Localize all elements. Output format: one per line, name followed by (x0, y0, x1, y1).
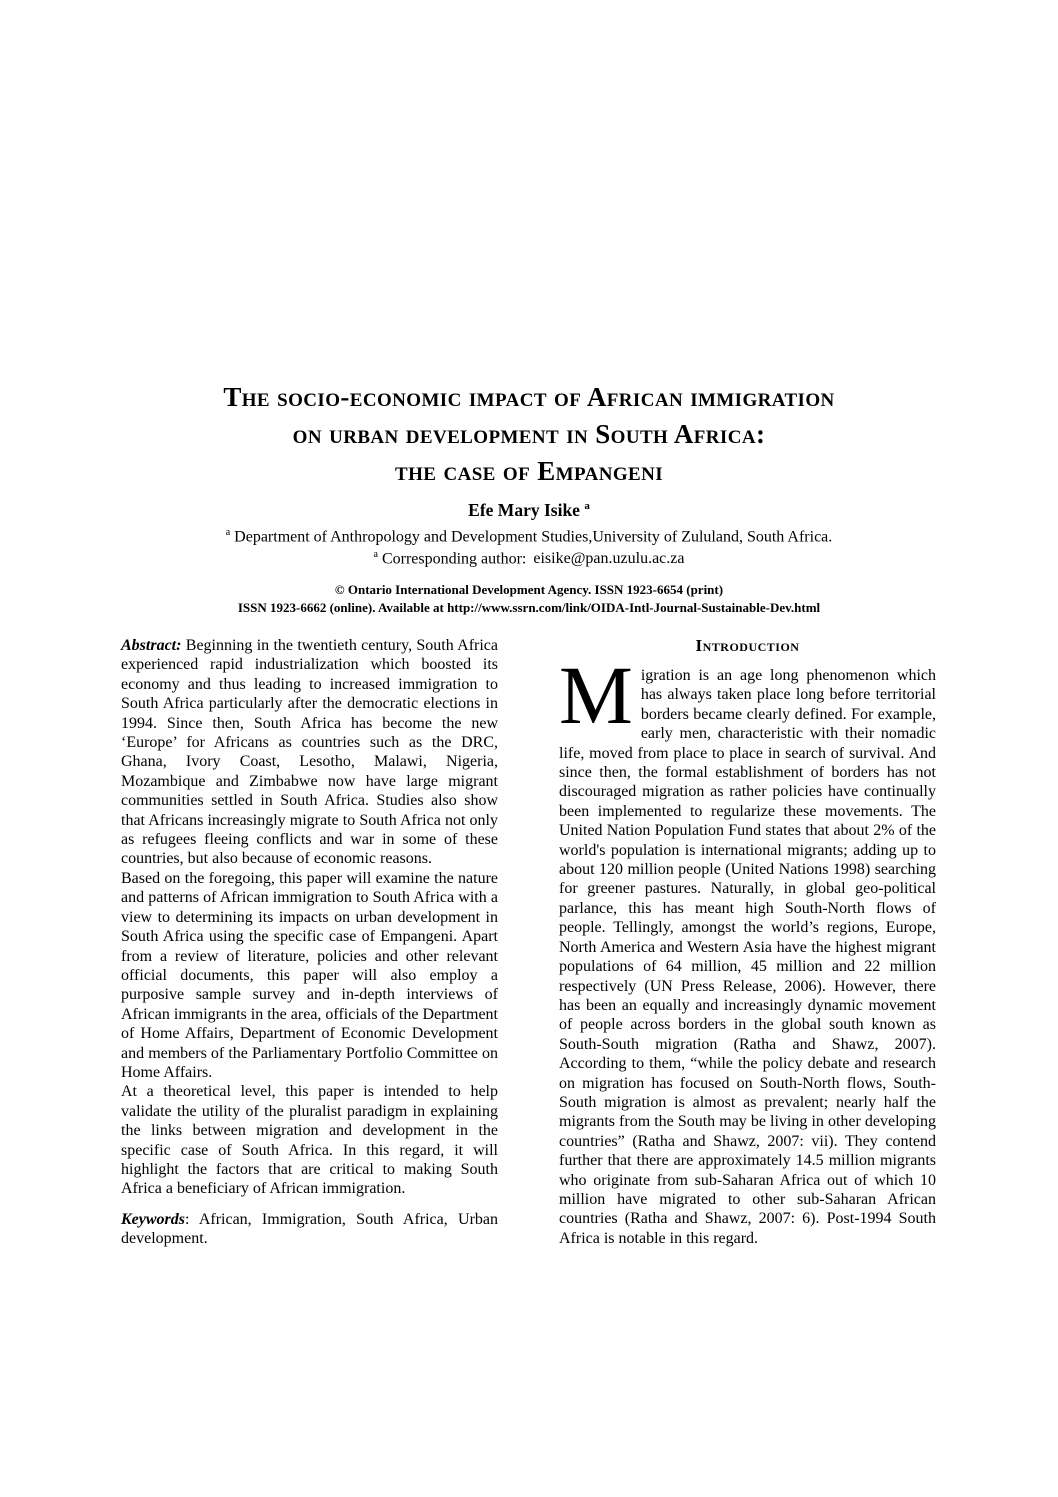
corresponding-author-line (0, 549, 1058, 568)
keywords-line (121, 1210, 498, 1249)
publisher-block (0, 581, 1058, 616)
abstract-paragraph-1-text: Beginning in the twentieth century, South Africa experienced rapid industrialization which boosted its economy and thus leading to increased immigration to South Africa particularly after the democratic elections in 1994. Since then, South Africa has become the new ‘Europe’ for Africans as countries such as the DRC, Ghana, Ivory Coast, Lesotho, Malawi, Nigeria, Mozambique and Zimbabwe now have large migrant communities settled in South Africa. Studies also show that Africans increasingly migrate to South Africa not only as refugees fleeing conflicts and war in some of these countries, but also because of economic reasons. (121, 637, 499, 868)
introduction-body-text: igration is an age long phenomenon which has always taken place long before territorial borders became clearly defined. For example, early men, characteristic with their nomadic life, moved from place to place in search of survival. And since then, the formal establishment of borders has not discouraged migration as rather policies have continually been implemented to regularize these movements. The United Nation Population Fund states that about 2% of the world's population is international migrants; adding up to about 120 million people (United Nations 1998) searching for greener pastures. Naturally, in global geo-political parlance, this has meant high South-North flows of people. Tellingly, amongst the world’s regions, Europe, North America and Western Asia have the highest migrant populations of 64 million, 45 million and 22 million respectively (UN Press Release, 2006). However, there has been an equally and increasingly dynamic movement of people across borders in the global south known as South-South migration (Ratha and Shawz, 2007). According to them, “while the policy debate and research on migration has focused on South-North flows, South-South migration is almost as prevalent; nearly half the migrants from the South may be living in other developing countries” (Ratha and Shawz, 2007: vii). They contend further that there are approximately 14.5 million migrants who originate from sub-Saharan Africa out of which 10 million have migrated to other sub-Saharan African countries (Ratha and Shawz, 2007: 6). Post-1994 South Africa is notable in this regard. (559, 667, 936, 1247)
keywords-label: Keywords (121, 1210, 185, 1228)
corresponding-label: Corresponding author: (377, 550, 527, 568)
publisher-line-1: © Ontario International Development Agency. ISSN 1923-6654 (print) (334, 582, 724, 597)
introduction-column (559, 636, 936, 1249)
abstract-paragraph-2: Based on the foregoing, this paper will examine the nature and patterns of African immigration to South Africa with a view to determining its impacts on urban development in South Africa using the specific case of Empangeni. Apart from a review of literature, policies and other relevant official documents, this paper will also employ a purposive sample survey and in-depth interviews of African immigrants in the area, officials of the Department of Home Affairs, Department of Economic Development and members of the Parliamentary Portfolio Committee on Home Affairs. (121, 869, 498, 1081)
keywords-text: : African, Immigration, South Africa, Urban development. (121, 1210, 498, 1248)
body-columns (121, 636, 936, 1249)
affiliation-line (0, 527, 1058, 546)
author-name: Efe Mary Isike (468, 500, 580, 520)
corresponding-mark: a (373, 549, 378, 560)
title-line-2: on urban development in South Africa: (292, 419, 766, 449)
author-affiliation-mark: a (584, 500, 590, 513)
abstract-paragraph-1 (121, 636, 498, 869)
introduction-paragraph (559, 649, 936, 1248)
publisher-line-2: ISSN 1923-6662 (online). Available at http://www.ssrn.com/link/OIDA-Intl-Journal-Sustainable-Dev.html (237, 599, 821, 615)
paper-title (0, 379, 1058, 490)
affiliation-mark: a (225, 527, 231, 538)
abstract-paragraph-3: At a theoretical level, this paper is intended to help validate the utility of the pluralist paradigm in explaining the links between migration and development in the specific case of South Africa. In this regard, it will highlight the factors that are critical to making South Africa a beneficiary of African immigration. (121, 1083, 498, 1198)
introduction-heading: Introduction (695, 636, 800, 655)
author-line (0, 500, 1058, 521)
abstract-column (121, 636, 498, 1249)
corresponding-email: eisike@pan.uzulu.ac.za (533, 550, 685, 568)
title-line-1: The socio-economic impact of African immigration (223, 382, 835, 412)
title-line-3: the case of Empangeni (395, 456, 663, 486)
abstract-label: Abstract: (121, 637, 182, 654)
affiliation-text: Department of Anthropology and Development Studies,University of Zululand, South Africa. (230, 528, 833, 546)
drop-cap-letter: M (559, 649, 633, 741)
